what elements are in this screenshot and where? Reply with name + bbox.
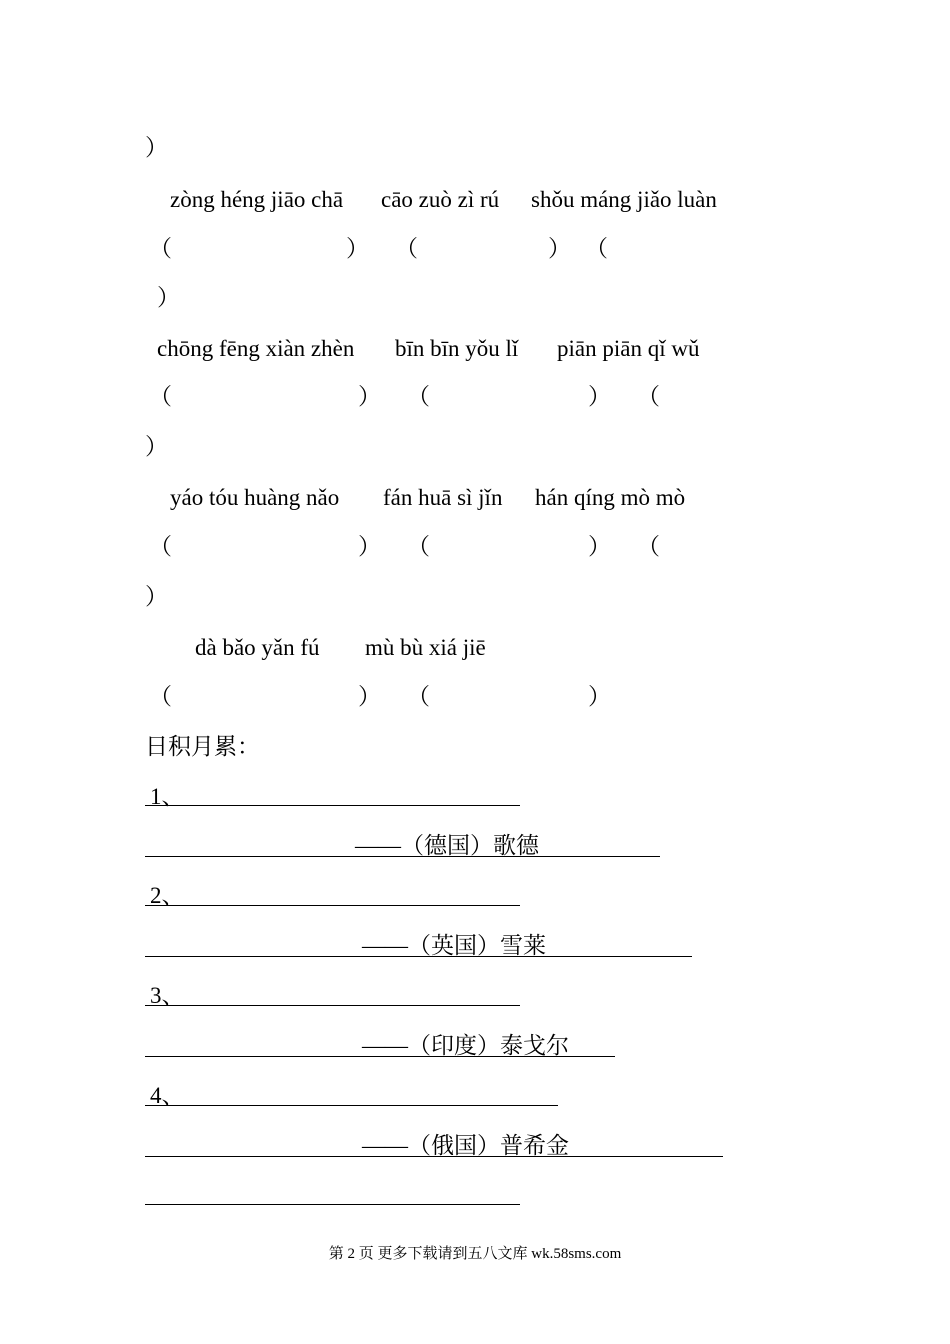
bracket-close: ） <box>588 534 611 559</box>
quote-attribution: ——（俄国）普希金 <box>362 1133 569 1158</box>
pinyin-item: chōng fēng xiàn zhèn <box>157 336 355 361</box>
fill-blank-line[interactable] <box>145 1105 558 1106</box>
page-footer: 第 2 页 更多下载请到五八文库 wk.58sms.com <box>328 1246 622 1262</box>
pinyin-item: dà bǎo yǎn fú <box>195 635 320 660</box>
bracket-open: （ <box>585 236 608 261</box>
bracket-open: （ <box>395 236 418 261</box>
bracket-close: ） <box>346 236 369 261</box>
bracket-open: （ <box>149 534 172 559</box>
quote-attribution: ——（英国）雪莱 <box>362 933 546 958</box>
quote-attribution: ——（德国）歌德 <box>355 833 539 858</box>
bracket-close: ） <box>358 384 381 409</box>
fill-blank-line[interactable] <box>145 905 520 906</box>
bracket-open: （ <box>149 684 172 709</box>
quote-number: 1、 <box>150 784 185 809</box>
bracket-close: ） <box>358 534 381 559</box>
bracket-close: ） <box>145 584 168 609</box>
section-title: 日积月累： <box>145 734 260 759</box>
fill-blank-line[interactable] <box>145 1005 520 1006</box>
pinyin-item: hán qíng mò mò <box>535 485 686 510</box>
bracket-open: （ <box>637 534 660 559</box>
pinyin-item: bīn bīn yǒu lǐ <box>395 336 519 361</box>
bracket-close: ） <box>145 135 168 160</box>
bracket-close: ） <box>157 285 180 310</box>
quote-number: 3、 <box>150 983 185 1008</box>
pinyin-item: mù bù xiá jiē <box>365 635 486 660</box>
pinyin-item: cāo zuò zì rú <box>381 187 500 212</box>
bracket-open: （ <box>637 384 660 409</box>
pinyin-item: piān piān qǐ wǔ <box>557 336 700 361</box>
bracket-open: （ <box>149 384 172 409</box>
bracket-open: （ <box>407 384 430 409</box>
quote-attribution: ——（印度）泰戈尔 <box>362 1033 569 1058</box>
fill-blank-line[interactable] <box>145 805 520 806</box>
pinyin-item: fán huā sì jǐn <box>383 485 503 510</box>
bracket-close: ） <box>145 434 168 459</box>
bracket-open: （ <box>407 684 430 709</box>
pinyin-item: yáo tóu huàng nǎo <box>170 485 340 510</box>
bracket-open: （ <box>407 534 430 559</box>
fill-blank-line[interactable] <box>145 1204 520 1205</box>
pinyin-item: shǒu máng jiǎo luàn <box>531 187 717 212</box>
bracket-close: ） <box>548 236 571 261</box>
quote-number: 4、 <box>150 1083 185 1108</box>
bracket-open: （ <box>149 236 172 261</box>
bracket-close: ） <box>588 684 611 709</box>
bracket-close: ） <box>358 684 381 709</box>
bracket-close: ） <box>588 384 611 409</box>
pinyin-item: zòng héng jiāo chā <box>170 187 344 212</box>
quote-number: 2、 <box>150 883 185 908</box>
